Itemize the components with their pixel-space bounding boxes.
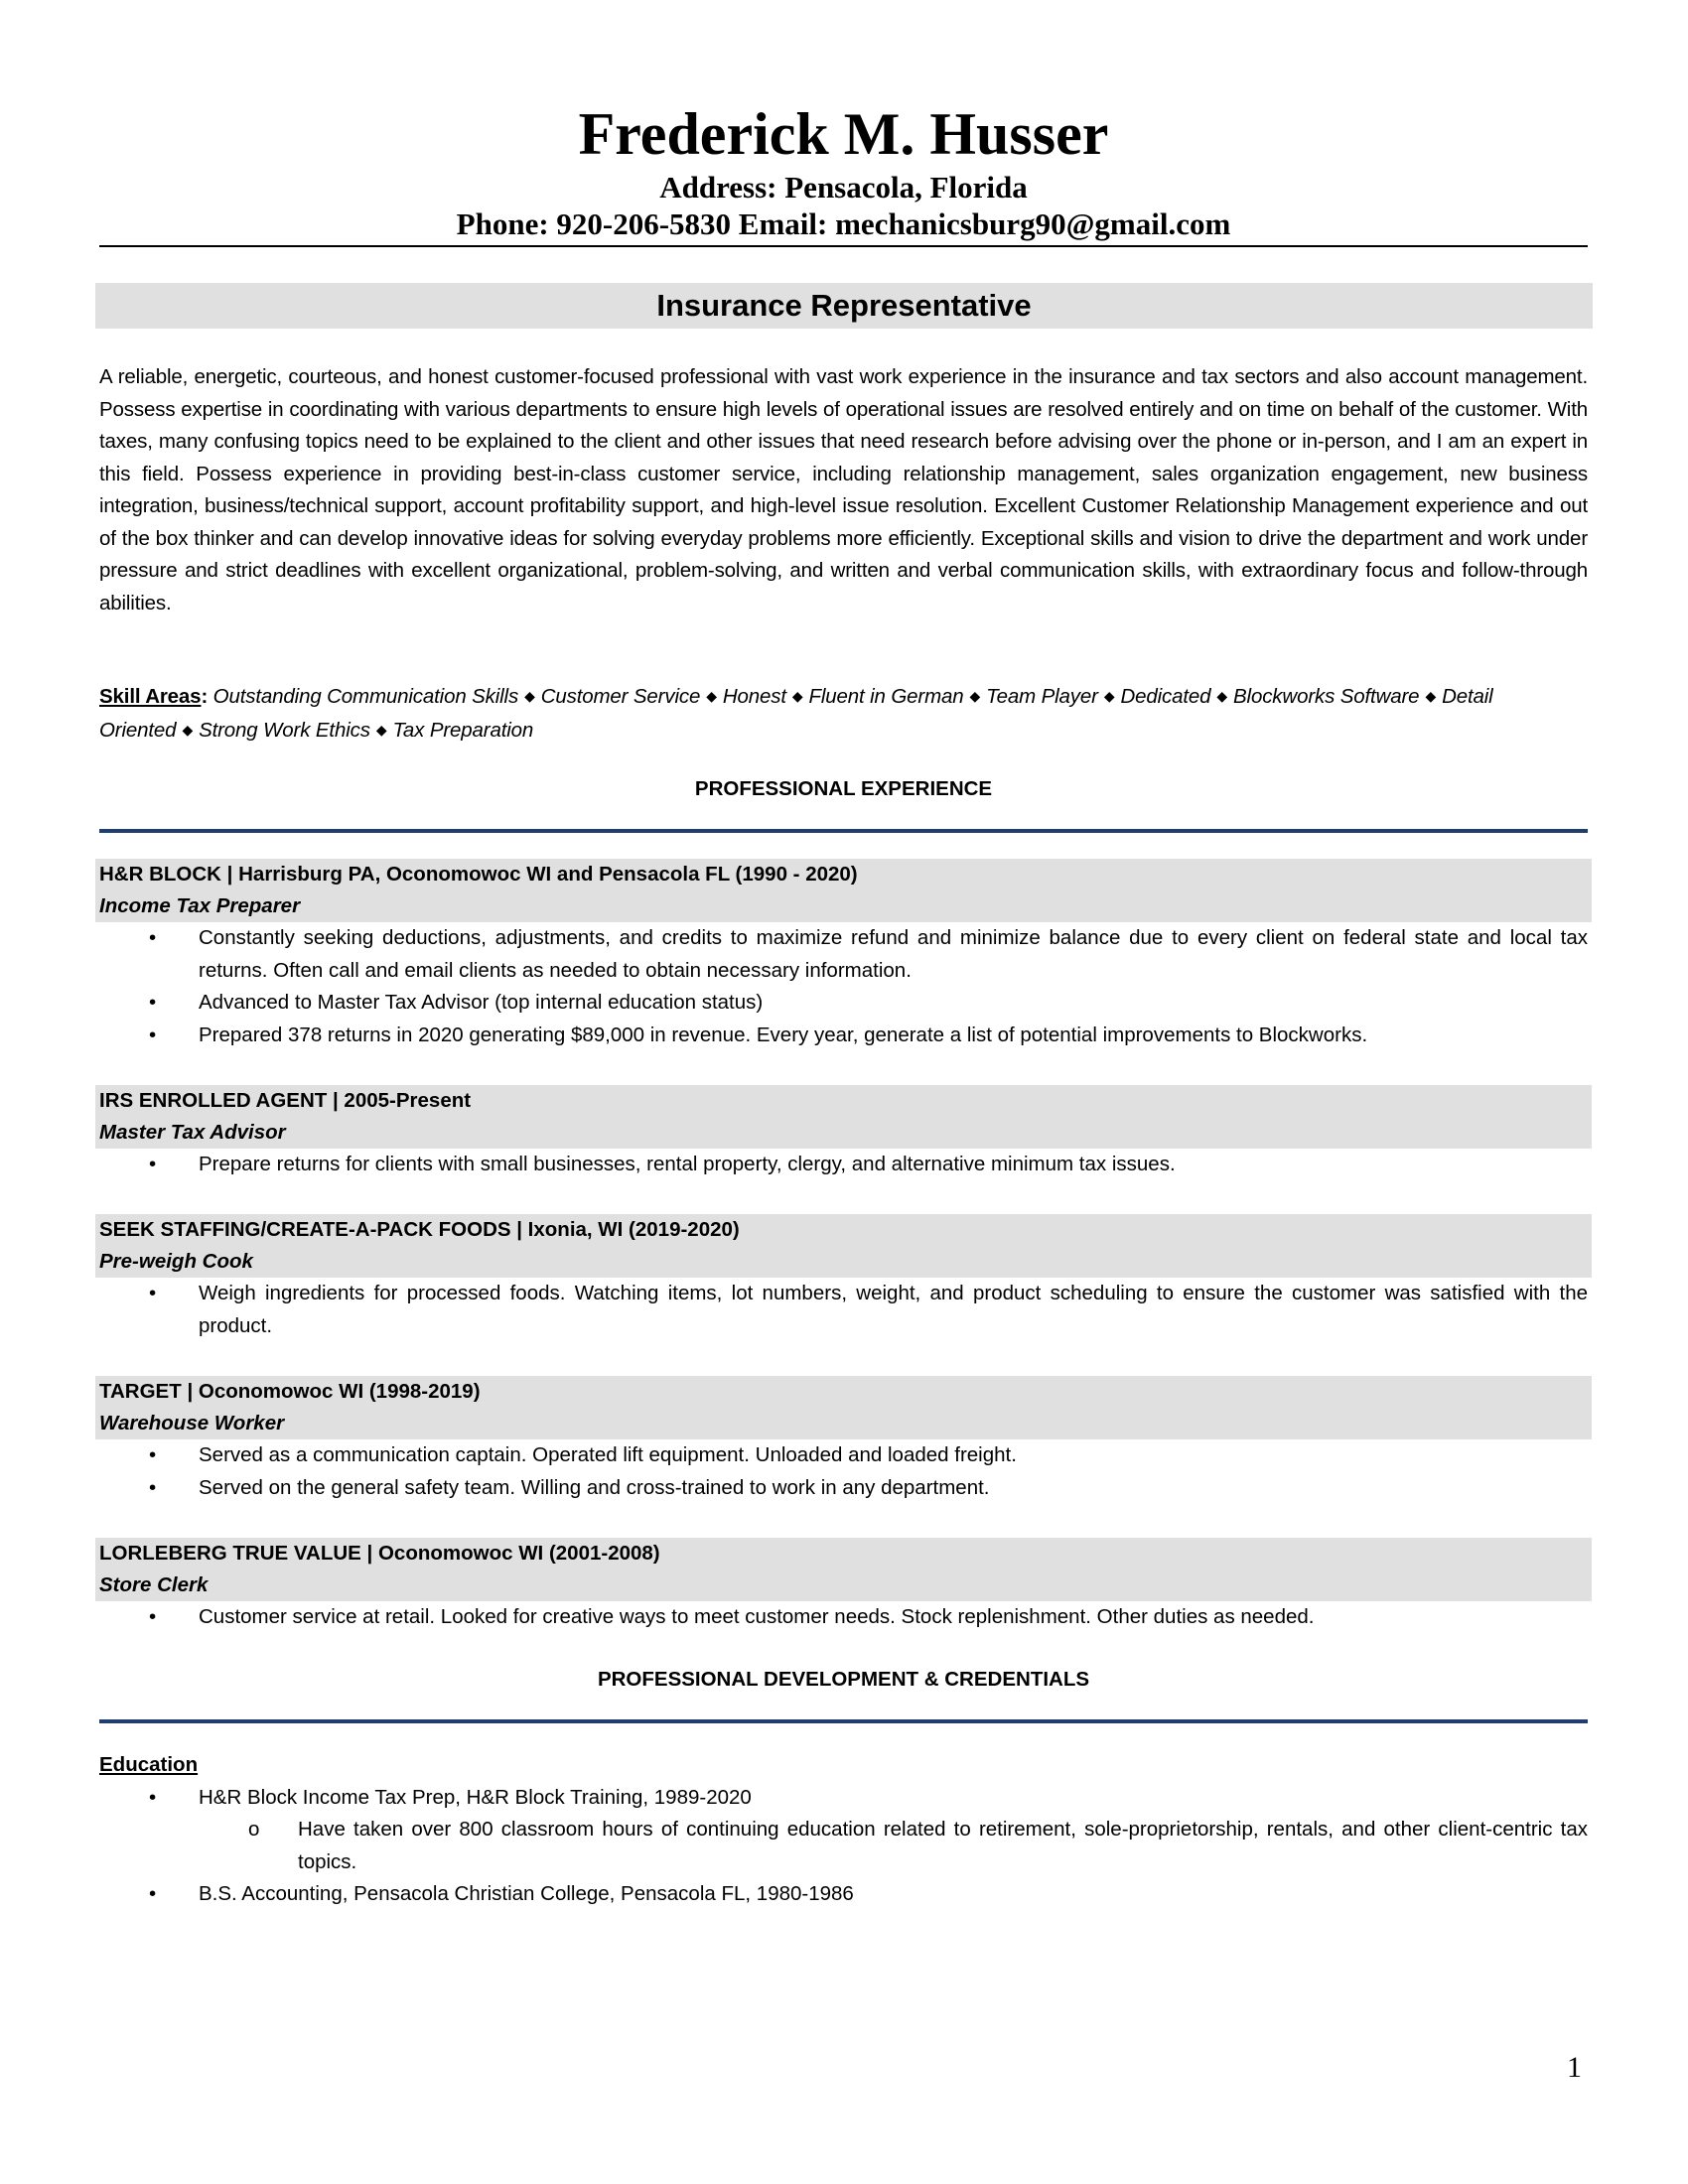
- diamond-separator-icon: ◆: [1216, 688, 1228, 704]
- section-divider: [99, 829, 1588, 833]
- education-item: • H&R Block Income Tax Prep, H&R Block Training, 1989-2020: [149, 1785, 752, 1809]
- education-sub-item: o Have taken over 800 classroom hours of continuing education related to retirement, sole-proprietorship, rentals, and other client-centric tax topics.: [248, 1818, 1588, 1873]
- diamond-separator-icon: ◆: [524, 688, 535, 704]
- diamond-separator-icon: ◆: [706, 688, 717, 704]
- job-company: H&R BLOCK | Harrisburg PA, Oconomowoc WI and Pensacola FL (1990 - 2020): [99, 863, 858, 886]
- candidate-name: Frederick M. Husser: [578, 101, 1109, 167]
- diamond-separator-icon: ◆: [791, 688, 803, 704]
- job-role: Pre-weigh Cook: [99, 1250, 253, 1273]
- job-entry: [99, 1538, 1588, 1634]
- skill-areas-label: Skill Areas: [99, 685, 202, 708]
- education-section: [99, 1749, 1588, 1911]
- skill-item: Fluent in German: [808, 685, 964, 708]
- diamond-separator-icon: ◆: [969, 688, 981, 704]
- job-entry: [99, 1085, 1588, 1181]
- skill-item: Tax Preparation: [392, 718, 534, 742]
- job-role: Master Tax Advisor: [99, 1121, 286, 1144]
- professional-summary: A reliable, energetic, courteous, and honest customer-focused professional with vast work experience in the insurance and tax sectors and also account management. Possess expertise in coordinating with various departments to ensure high levels of operational issues are resolved entirely and on time on behalf of the customer. With taxes, many confusing topics need to be explained to the client and other issues that need research before advising over the phone or in-person, and I am an expert in this field. Possess experience in providing best-in-class customer service, including relationship management, sales organization engagement, new business integration, business/technical support, account profitability support, and high-level issue resolution. Excellent Customer Relationship Management experience and out of the box thinker and can develop innovative ideas for solving everyday problems more efficiently. Exceptional skills and vision to drive the department and work under pressure and strict deadlines with excellent organizational, problem-solving, and written and verbal communication skills, with extraordinary focus and follow-through abilities.: [99, 365, 1588, 614]
- job-company: LORLEBERG TRUE VALUE | Oconomowoc WI (2001-2008): [99, 1542, 660, 1565]
- job-bullet: • Served as a communication captain. Operated lift equipment. Unloaded and loaded freight.: [99, 1439, 1588, 1472]
- job-bullet: • Served on the general safety team. Willing and cross-trained to work in any department.: [99, 1472, 1588, 1505]
- job-header: [95, 1538, 1592, 1601]
- job-entry: [99, 1214, 1588, 1342]
- job-company: TARGET | Oconomowoc WI (1998-2019): [99, 1380, 481, 1403]
- job-role: Store Clerk: [99, 1573, 209, 1596]
- education-label: Education: [99, 1753, 199, 1776]
- page-number: 1: [1567, 2051, 1582, 2084]
- bullet-icon: •: [149, 1282, 157, 1304]
- job-role: Income Tax Preparer: [99, 894, 301, 917]
- job-role: Warehouse Worker: [99, 1412, 285, 1434]
- job-bullet: • Weigh ingredients for processed foods. Watching items, lot numbers, weight, and product scheduling to ensure the customer was satisfied with the product.: [99, 1278, 1588, 1342]
- header-divider: [99, 245, 1588, 247]
- job-entry: [99, 1376, 1588, 1504]
- skill-item: Detail Oriented: [99, 685, 1493, 742]
- bullet-icon: •: [149, 1443, 157, 1466]
- job-bullet: • Constantly seeking deductions, adjustments, and credits to maximize refund and minimize balance due to every client on federal state and local tax returns. Often call and email clients as needed to obtain necessary information.: [99, 922, 1588, 987]
- contact-info: Phone: 920-206-5830 Email: mechanicsburg90@gmail.com: [456, 206, 1231, 241]
- job-company: IRS ENROLLED AGENT | 2005-Present: [99, 1089, 472, 1112]
- bullet-icon: •: [149, 1023, 157, 1046]
- skill-item: Strong Work Ethics: [199, 718, 370, 742]
- skill-item: Blockworks Software: [1233, 685, 1420, 708]
- diamond-separator-icon: ◆: [182, 721, 194, 738]
- job-bullet: • Prepared 378 returns in 2020 generating $89,000 in revenue. Every year, generate a list of potential improvements to Blockworks.: [99, 1020, 1588, 1052]
- skill-item: Honest: [722, 685, 786, 708]
- diamond-separator-icon: ◆: [375, 721, 387, 738]
- bullet-icon: •: [149, 1605, 157, 1628]
- skill-item: Outstanding Communication Skills: [212, 685, 519, 708]
- address: Address: Pensacola, Florida: [659, 170, 1028, 205]
- bullet-icon: •: [149, 1153, 157, 1175]
- job-bullet: • Advanced to Master Tax Advisor (top internal education status): [99, 987, 1588, 1020]
- job-company: SEEK STAFFING/CREATE-A-PACK FOODS | Ixonia, WI (2019-2020): [99, 1218, 740, 1241]
- job-title-banner: Insurance Representative: [95, 283, 1593, 329]
- job-bullet: • Prepare returns for clients with small businesses, rental property, clergy, and alternative minimum tax issues.: [99, 1149, 1588, 1181]
- diamond-separator-icon: ◆: [1103, 688, 1115, 704]
- job-header: [95, 1214, 1592, 1278]
- education-item: • B.S. Accounting, Pensacola Christian College, Pensacola FL, 1980-1986: [149, 1882, 854, 1905]
- professional-development-heading: PROFESSIONAL DEVELOPMENT & CREDENTIALS: [597, 1668, 1090, 1691]
- professional-experience-heading: PROFESSIONAL EXPERIENCE: [694, 777, 993, 800]
- job-entry: [99, 859, 1588, 1051]
- skill-item: Team Player: [986, 685, 1098, 708]
- job-header: [95, 1376, 1592, 1439]
- section-divider: [99, 1719, 1588, 1723]
- bullet-icon: •: [149, 926, 157, 949]
- diamond-separator-icon: ◆: [1425, 688, 1437, 704]
- skill-item: Dedicated: [1120, 685, 1211, 708]
- job-header: [95, 859, 1592, 922]
- job-bullet: • Customer service at retail. Looked for creative ways to meet customer needs. Stock replenishment. Other duties as needed.: [99, 1601, 1588, 1634]
- skill-item: Customer Service: [540, 685, 701, 708]
- skill-areas: Skill Areas: Outstanding Communication Skills ◆ Customer Service ◆ Honest ◆ Fluent in German ◆ Team Player ◆ Dedicated ◆ Blockworks Software ◆ Detail Oriented ◆ Strong Work Ethics ◆ Tax Preparation: [99, 685, 1493, 742]
- bullet-icon: •: [149, 991, 157, 1014]
- job-header: [95, 1085, 1592, 1149]
- bullet-icon: •: [149, 1475, 157, 1499]
